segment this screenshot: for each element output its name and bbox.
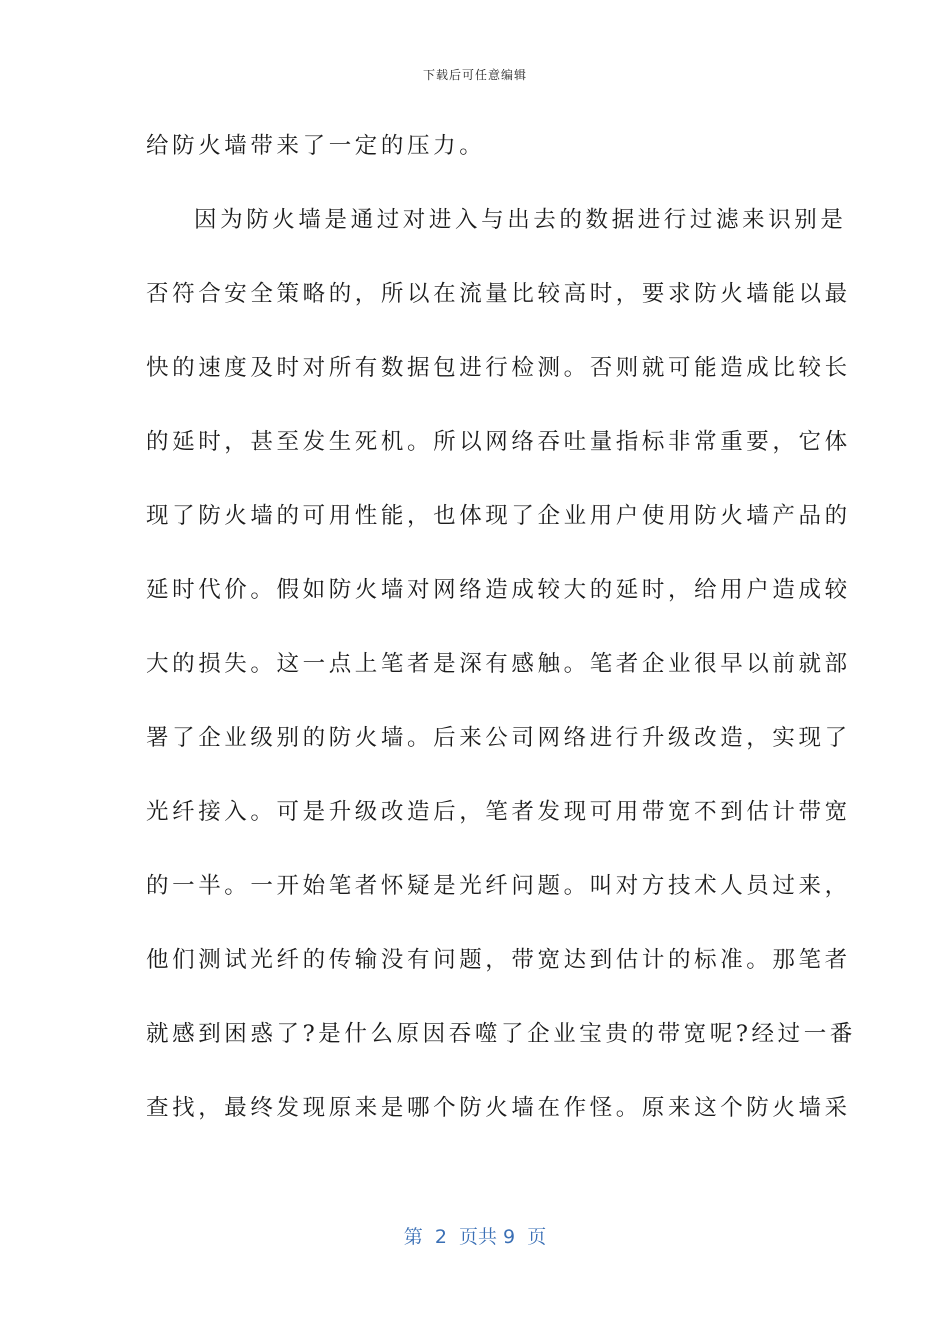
paragraph-line: 署了企业级别的防火墙。后来公司网络进行升级改造，实现了 (146, 725, 851, 751)
document-body (146, 114, 856, 1150)
paragraph-line: 否符合安全策略的，所以在流量比较高时，要求防火墙能以最 (146, 281, 851, 307)
paragraph-line: 给防火墙带来了一定的压力。 (146, 133, 486, 159)
paragraph-line: 光纤接入。可是升级改造后，笔者发现可用带宽不到估计带宽 (146, 799, 851, 825)
paragraph-line: 他们测试光纤的传输没有问题，带宽达到估计的标准。那笔者 (146, 947, 851, 973)
paragraph-line: 查找，最终发现原来是哪个防火墙在作怪。原来这个防火墙采 (146, 1095, 851, 1121)
page-number: 第 2 页共 9 页 (403, 1226, 547, 1248)
page-header: 下载后可任意编辑 (422, 68, 527, 82)
paragraph-line: 快的速度及时对所有数据包进行检测。否则就可能造成比较长 (146, 355, 851, 381)
paragraph-line: 的延时，甚至发生死机。所以网络吞吐量指标非常重要，它体 (146, 429, 851, 455)
page-footer (0, 1222, 950, 1249)
paragraph-line: 因为防火墙是通过对进入与出去的数据进行过滤来识别是 (194, 207, 847, 233)
paragraph-line: 就感到困惑了?是什么原因吞噬了企业宝贵的带宽呢?经过一番 (146, 1021, 856, 1047)
paragraph-line: 现了防火墙的可用性能，也体现了企业用户使用防火墙产品的 (146, 503, 851, 529)
paragraph-line: 延时代价。假如防火墙对网络造成较大的延时，给用户造成较 (146, 577, 851, 603)
paragraph-line: 的一半。一开始笔者怀疑是光纤问题。叫对方技术人员过来， (146, 873, 851, 899)
paragraph-line: 大的损失。这一点上笔者是深有感触。笔者企业很早以前就部 (146, 651, 851, 677)
